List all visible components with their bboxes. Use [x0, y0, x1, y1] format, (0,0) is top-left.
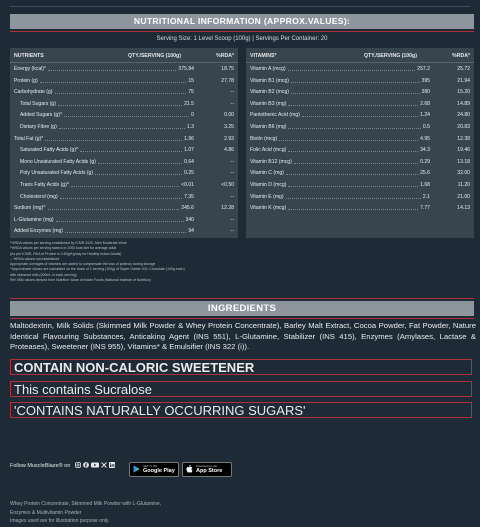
- leader-dots: [48, 70, 176, 71]
- rda-value: --: [230, 193, 234, 200]
- x-icon[interactable]: [101, 462, 107, 470]
- rda-value: 14.89: [457, 100, 470, 107]
- table-row: [10, 144, 238, 156]
- qty-value: 1.3: [186, 123, 194, 130]
- serving-info: Serving Size: 1 Level Scoop (100g) | Servings Per Container: 20: [156, 36, 328, 42]
- rda-value: 32.00: [457, 170, 470, 177]
- leader-dots: [45, 140, 182, 141]
- nutrient-label: Added Enzymes (mg): [14, 228, 63, 235]
- rda-value: 13.18: [457, 158, 470, 165]
- rda-value: 12.38: [457, 135, 470, 142]
- rda-value: 27.78: [221, 77, 234, 84]
- leader-dots: [286, 198, 421, 199]
- claim-sucralose: This contains Sucralose: [10, 381, 472, 397]
- qty-value: 257.2: [417, 66, 430, 72]
- qty-value: 0.64: [184, 158, 194, 165]
- qty-value: 25.6: [420, 170, 430, 177]
- qty-value: 0.25: [184, 170, 194, 177]
- vitamins-rows: [246, 63, 474, 214]
- table-row: [246, 144, 474, 156]
- table-row: [10, 225, 238, 237]
- qty-value: 375.84: [178, 66, 194, 72]
- leader-dots: [58, 105, 182, 106]
- rda-value: --: [230, 100, 234, 107]
- rda-value: <0.50: [221, 181, 234, 188]
- google-play-badge[interactable]: [129, 462, 179, 477]
- leader-dots: [288, 105, 418, 106]
- col-rda: %RDA*: [216, 53, 234, 59]
- youtube-icon[interactable]: [91, 462, 99, 470]
- rda-value: 3.25: [224, 123, 234, 130]
- col-qty: QTY./SERVING (100g): [128, 53, 181, 59]
- leader-dots: [40, 82, 187, 83]
- rda-value: 15.20: [457, 89, 470, 96]
- leader-dots: [294, 163, 418, 164]
- table-row: [10, 133, 238, 145]
- qty-value: 0.29: [420, 158, 430, 165]
- leader-dots: [302, 116, 418, 117]
- rda-value: 24.80: [457, 112, 470, 119]
- table-row: [10, 109, 238, 121]
- nutrient-label: Protein (g): [14, 77, 38, 84]
- col-vitamins: VITAMINS*: [250, 53, 277, 59]
- nutrients-rows: [10, 63, 238, 237]
- nutrient-label: Vitamin C (mg): [250, 170, 284, 177]
- qty-value: 1.24: [420, 112, 430, 119]
- rda-value: --: [230, 216, 234, 223]
- nutrient-label: Mono Unsaturated Fatty Acids (g): [20, 158, 96, 165]
- nutrient-label: Cholesterol (mg): [20, 193, 58, 200]
- nutrient-label: Energy (kcal)*: [14, 66, 46, 72]
- table-row: [10, 63, 238, 75]
- qty-value: 380: [421, 89, 430, 96]
- leader-dots: [286, 174, 418, 175]
- table-row: [10, 191, 238, 203]
- table-row: [246, 63, 474, 75]
- leader-dots: [288, 70, 416, 71]
- nutrient-label: Poly Unsaturated Fatty Acids (g): [20, 170, 94, 177]
- facebook-icon[interactable]: [83, 462, 89, 470]
- footnote-line: Ref: Milk values derived from Nutritive Value of Indian Foods (National Institute of Nutrition): [10, 278, 151, 283]
- leader-dots: [288, 186, 418, 187]
- footnote-line: *%RDA values per serving based on 2000 kcal diet for average adult: [10, 246, 117, 251]
- nutrient-label: Pantothenic Acid (mg): [250, 112, 300, 119]
- leader-dots: [291, 93, 420, 94]
- leader-dots: [288, 209, 418, 210]
- top-divider: [10, 6, 470, 7]
- nutrient-label: Trans Fatty Acids (g)^: [20, 181, 70, 188]
- google-play-big: Google Play: [143, 468, 175, 474]
- table-row: [246, 109, 474, 121]
- nutrients-table: [10, 48, 238, 238]
- table-row: [246, 156, 474, 168]
- rda-value: 11.20: [457, 181, 470, 188]
- qty-value: 395: [421, 77, 430, 84]
- red-divider: [10, 318, 474, 319]
- nutrient-label: Vitamin A (mcg): [250, 66, 286, 72]
- rda-value: 4.86: [224, 147, 234, 154]
- rda-value: 12.28: [221, 205, 234, 212]
- leader-dots: [288, 128, 420, 129]
- qty-value: 7.35: [184, 193, 194, 200]
- nutrient-label: Carbohydrate (g): [14, 89, 53, 96]
- qty-value: 4.95: [420, 135, 430, 142]
- table-row: [246, 179, 474, 191]
- qty-value: 0: [191, 112, 194, 119]
- leader-dots: [56, 221, 184, 222]
- nutrient-label: Vitamin B6 (mg): [250, 123, 287, 130]
- leader-dots: [48, 209, 180, 210]
- nutrient-label: Vitamin B12 (mcg): [250, 158, 292, 165]
- nutrition-title: NUTRITIONAL INFORMATION (APPROX.VALUES):: [10, 14, 474, 29]
- rda-value: --: [230, 158, 234, 165]
- product-line: Enzymes & Multivitamin Powder: [10, 509, 82, 516]
- nutrient-label: Vitamin K (mcg): [250, 205, 287, 212]
- footnote-line: with skimmed milk (200mL in each serving): [10, 272, 77, 277]
- col-nutrients: NUTRIENTS: [14, 53, 44, 59]
- rda-value: 21.94: [457, 77, 470, 84]
- rda-value: 2.93: [224, 135, 234, 142]
- rda-value: --: [230, 228, 234, 235]
- qty-value: 34.3: [420, 147, 430, 154]
- google-play-small: GET IT ON: [143, 464, 157, 468]
- social-links: [73, 462, 115, 470]
- qty-value: 7.77: [420, 205, 430, 212]
- table-row: [246, 75, 474, 87]
- leader-dots: [279, 140, 418, 141]
- nutrient-label: Vitamin E (mg): [250, 193, 284, 200]
- nutrient-label: Total Fat (g)*: [14, 135, 44, 142]
- qty-value: 1.96: [184, 135, 194, 142]
- apple-icon: [186, 465, 193, 475]
- ingredients-text: Maltodextrin, Milk Solids (Skimmed Milk Powder & Whey Protein Concentrate), Barley Malt Extract, Cocoa Powder, Fat Powder, Nature Identical Flavouring Substances, Anticaking Agent (INS 551), L-Glutamine, Stabilizer (INS 415), Enzymes (Amylases, Lactase & Proteases), Sweetener (INS 955), Vitamins* & Emulsifier (INS 322 (i)).: [10, 321, 476, 352]
- rda-value: 19.46: [457, 147, 470, 154]
- table-row: [10, 86, 238, 98]
- leader-dots: [55, 93, 187, 94]
- col-qty: QTY./SERVING (100g): [364, 53, 417, 59]
- follow-section: [10, 462, 115, 470]
- leader-dots: [71, 186, 179, 187]
- footnote-line: *%RDA values per serving established by ICMR 2020, Men Moderate Work: [10, 241, 127, 245]
- nutrient-label: Dietary Fibre (g): [20, 123, 57, 130]
- table-row: [10, 202, 238, 214]
- qty-value: 340: [185, 216, 194, 223]
- qty-value: <0.01: [181, 181, 194, 188]
- footnotes: [10, 241, 310, 283]
- rda-value: 21.00: [457, 193, 470, 200]
- footnote-line: Appropriate overages of vitamins are added to compensate the loss of potency during storage: [10, 262, 156, 267]
- claim-natural-sugars: 'CONTAINS NATURALLY OCCURRING SUGARS': [10, 402, 472, 418]
- rda-value: 20.83: [457, 123, 470, 130]
- red-divider: [10, 298, 474, 299]
- table-row: [246, 202, 474, 214]
- nutrient-label: Sodium (mg)^: [14, 205, 46, 212]
- nutrient-label: Vitamin D (mcg): [250, 181, 287, 188]
- product-line: Whey Protein Concentrate, Skimmed Milk Powder with L-Glutamine,: [10, 501, 162, 507]
- app-store-badge[interactable]: [182, 462, 232, 477]
- table-row: [246, 133, 474, 145]
- footnote-line: (As per ICMR, RDA of Protein is 0.83g/Kg/day for Healthy Indian Adults): [10, 251, 122, 256]
- rda-value: 0.00: [224, 112, 234, 119]
- table-row: [246, 167, 474, 179]
- google-play-icon: [133, 465, 140, 475]
- table-row: [246, 191, 474, 203]
- app-store-big: App Store: [196, 468, 223, 474]
- table-row: [10, 98, 238, 110]
- nutrient-label: Folic Acid (mcg): [250, 147, 287, 154]
- leader-dots: [291, 82, 420, 83]
- leader-dots: [98, 163, 182, 164]
- leader-dots: [59, 128, 185, 129]
- nutrient-label: L-Glutamine (mg): [14, 216, 54, 223]
- vitamins-table: [246, 48, 474, 238]
- qty-value: 15: [188, 77, 194, 84]
- nutrient-label: Total Sugars (g): [20, 100, 56, 107]
- qty-value: 1.68: [420, 181, 430, 188]
- qty-value: 1.07: [184, 147, 194, 154]
- table-row: [10, 167, 238, 179]
- qty-value: 2.1: [422, 193, 430, 200]
- qty-value: 245.6: [181, 205, 194, 212]
- qty-value: 2.68: [420, 100, 430, 107]
- product-info: [10, 500, 161, 526]
- leader-dots: [60, 198, 182, 199]
- nutrient-label: Vitamin B2 (mcg): [250, 89, 289, 96]
- vitamins-header: [246, 48, 474, 63]
- table-row: [246, 86, 474, 98]
- nutrient-label: Saturated Fatty Acids (g)^: [20, 147, 79, 154]
- rda-value: --: [230, 89, 234, 96]
- nutrient-label: Vitamin B1 (mcg): [250, 77, 289, 84]
- rda-value: --: [230, 170, 234, 177]
- red-divider: [10, 31, 474, 32]
- leader-dots: [288, 151, 418, 152]
- instagram-icon[interactable]: [75, 462, 81, 470]
- table-row: [10, 214, 238, 226]
- table-row: [246, 121, 474, 133]
- col-rda: %RDA*: [452, 53, 470, 59]
- disclaimer: Images used are for illustration purpose only.: [10, 518, 110, 524]
- table-row: [246, 98, 474, 110]
- rda-value: 14.13: [457, 205, 470, 212]
- table-row: [10, 179, 238, 191]
- leader-dots: [65, 232, 186, 233]
- rda-value: 18.75: [221, 66, 234, 72]
- qty-value: 75: [188, 89, 194, 96]
- claim-non-caloric: CONTAIN NON-CALORIC SWEETENER: [10, 359, 472, 375]
- linkedin-icon[interactable]: [109, 462, 115, 470]
- leader-dots: [64, 116, 189, 117]
- footnote-line: -- %RDA values not established: [10, 256, 60, 261]
- ingredients-title: INGREDIENTS: [10, 301, 474, 316]
- leader-dots: [95, 174, 182, 175]
- app-store-small: Download on the: [196, 464, 217, 468]
- rda-value: 25.72: [457, 66, 470, 72]
- qty-value: 0.5: [422, 123, 430, 130]
- nutrient-label: Vitamin B3 (mg): [250, 100, 287, 107]
- nutrient-label: Biotin (mcg): [250, 135, 278, 142]
- table-row: [10, 121, 238, 133]
- qty-value: 21.5: [184, 100, 194, 107]
- follow-label: Follow MuscleBlaze® on: [10, 463, 71, 469]
- qty-value: 94: [188, 228, 194, 235]
- table-row: [10, 75, 238, 87]
- nutrients-header: [10, 48, 238, 63]
- table-row: [10, 156, 238, 168]
- nutrient-label: Added Sugars (g)^: [20, 112, 63, 119]
- footnote-line: ^Approximate values are calculated on the basis of 1 serving (100g) of Super Gainer XXL Chocolate (100g each): [10, 267, 185, 272]
- leader-dots: [80, 151, 182, 152]
